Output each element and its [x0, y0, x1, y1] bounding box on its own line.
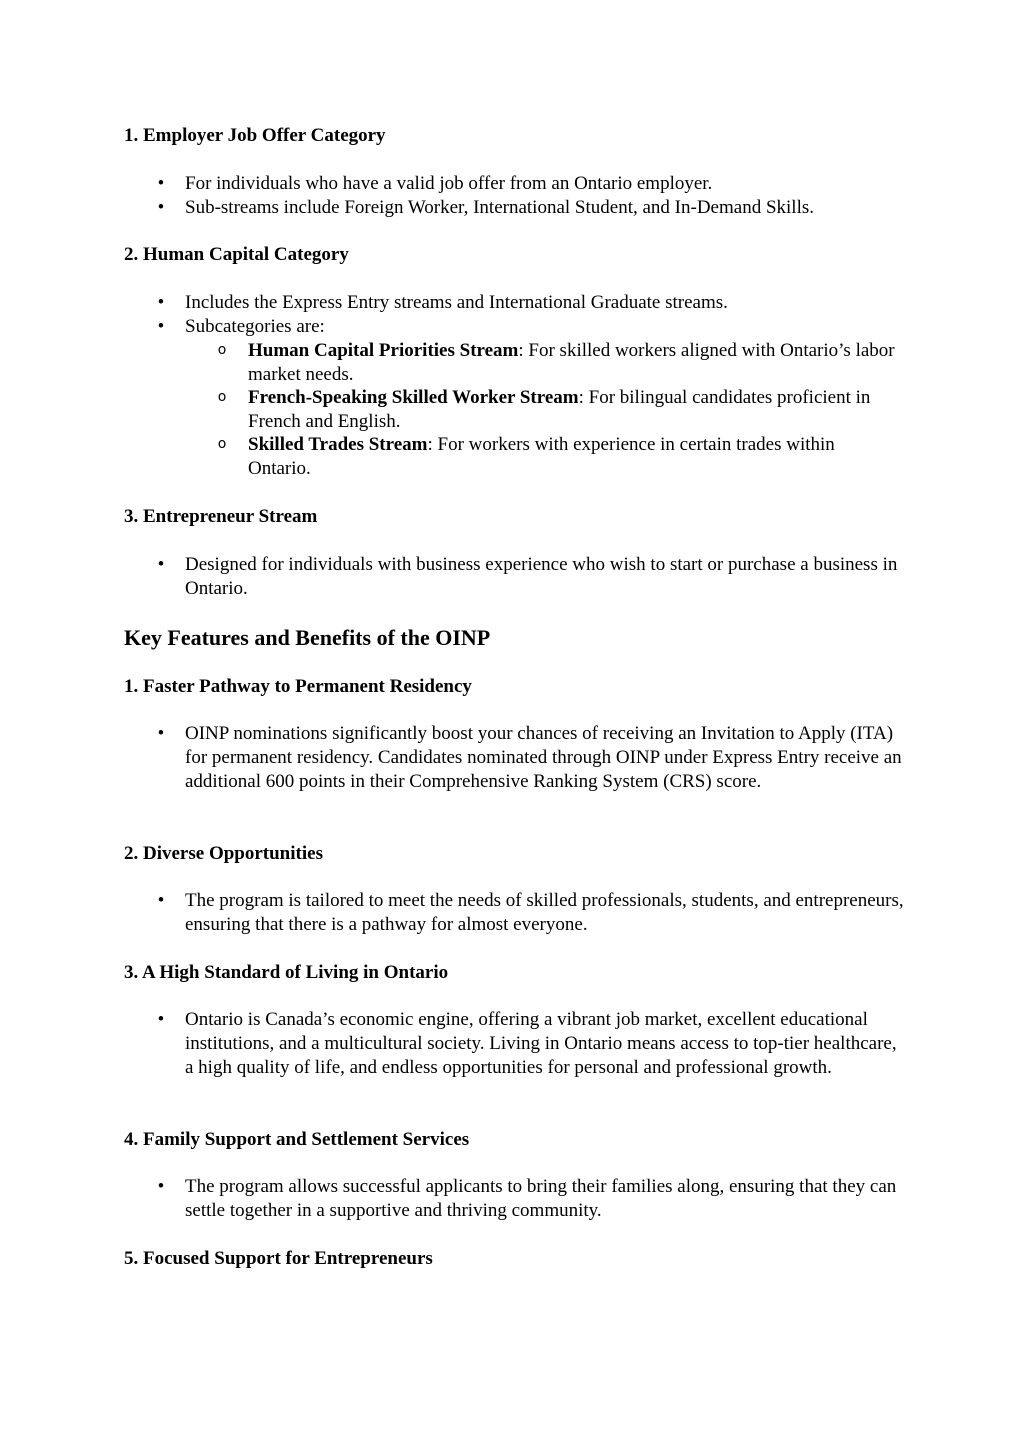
circle-bullet-icon: o [217, 342, 227, 358]
section-heading-faster-pathway: 1. Faster Pathway to Permanent Residency [124, 676, 472, 697]
list-item-text: OINP nominations significantly boost your chances of receiving an Invitation to Apply (ITA) for permanent residency. Candidates nominated through OINP under Express Entry receive an additional 600 points in their Comprehensive Ranking System (CRS) score. [185, 723, 902, 792]
page-title-key-features: Key Features and Benefits of the OINP [124, 625, 491, 650]
list-item-text: Sub-streams include Foreign Worker, International Student, and In-Demand Skills. [185, 197, 814, 218]
bullet-icon: • [157, 173, 165, 194]
bullet-icon: • [157, 890, 165, 911]
circle-bullet-icon: o [217, 389, 227, 405]
list-item-text: For individuals who have a valid job offer from an Ontario employer. [185, 173, 713, 194]
sub-list-item [217, 433, 898, 481]
list-item-text: Includes the Express Entry streams and International Graduate streams. [185, 292, 728, 313]
stream-name: Human Capital Priorities Stream [248, 340, 519, 361]
stream-name: Skilled Trades Stream [248, 434, 428, 455]
bullet-icon: • [157, 316, 165, 337]
list-item [157, 172, 905, 196]
section-heading-human-capital: 2. Human Capital Category [124, 244, 349, 265]
section-heading-entrepreneur-stream: 3. Entrepreneur Stream [124, 506, 318, 527]
list-item-text: Subcategories are: [185, 316, 325, 337]
list-item [157, 1175, 905, 1223]
section-heading-standard-of-living: 3. A High Standard of Living in Ontario [124, 962, 449, 983]
bullet-icon: • [157, 292, 165, 313]
list-item-text: The program allows successful applicants to bring their families along, ensuring that they can settle together in a supportive and thriving community. [185, 1176, 897, 1221]
list-item [157, 889, 905, 937]
list-item [157, 196, 905, 220]
sub-list-item [217, 386, 898, 434]
section-heading-entrepreneur-support: 5. Focused Support for Entrepreneurs [124, 1248, 433, 1269]
list-item [157, 315, 905, 339]
stream-description: : For bilingual candidates proficient in French and English. [248, 387, 871, 432]
list-item-text: Ontario is Canada’s economic engine, offering a vibrant job market, excellent educational institutions, and a multicultural society. Living in Ontario means access to top-tier healthcare, a high quality of life, and endless opportunities for personal and professional growth. [185, 1009, 897, 1078]
sub-list-item [217, 339, 898, 387]
list-item-text: The program is tailored to meet the needs of skilled professionals, students, and entrepreneurs, ensuring that there is a pathway for almost everyone. [185, 890, 904, 935]
list-item [157, 291, 905, 315]
list-item [157, 553, 905, 601]
bullet-icon: • [157, 1009, 165, 1030]
section-heading-employer-job-offer: 1. Employer Job Offer Category [124, 125, 386, 146]
list-item [157, 722, 905, 794]
list-item [157, 1008, 905, 1080]
bullet-icon: • [157, 723, 165, 744]
bullet-icon: • [157, 554, 165, 575]
stream-name: French-Speaking Skilled Worker Stream [248, 387, 579, 408]
list-item-text: Designed for individuals with business experience who wish to start or purchase a business in Ontario. [185, 554, 898, 599]
stream-description: : For skilled workers aligned with Ontario’s labor market needs. [248, 340, 895, 385]
circle-bullet-icon: o [217, 436, 227, 452]
bullet-icon: • [157, 197, 165, 218]
section-heading-family-support: 4. Family Support and Settlement Services [124, 1129, 470, 1150]
stream-description: : For workers with experience in certain trades within Ontario. [248, 434, 835, 479]
bullet-icon: • [157, 1176, 165, 1197]
section-heading-diverse-opportunities: 2. Diverse Opportunities [124, 843, 323, 864]
